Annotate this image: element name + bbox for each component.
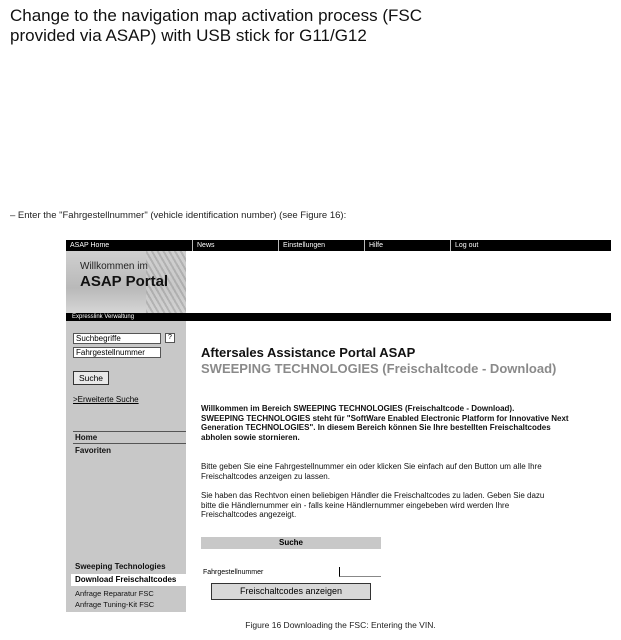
nav-tab-news[interactable]: News bbox=[192, 240, 278, 251]
dealer-line: bitte die Händlernummer ein - falls keine Händlernummer eingebeben wird werden Ihre bbox=[201, 500, 510, 510]
sidebar-divider bbox=[73, 443, 186, 444]
main-content bbox=[186, 321, 611, 612]
vin-label: Fahrgestellnummer bbox=[203, 569, 264, 576]
sidebar-item-favorites[interactable]: Favoriten bbox=[75, 446, 112, 455]
vin-input[interactable] bbox=[339, 567, 381, 577]
sidebar-divider bbox=[73, 431, 186, 432]
logo-title: ASAP Portal bbox=[80, 273, 169, 290]
sidebar-section-sweeping[interactable]: Sweeping Technologies bbox=[75, 562, 166, 571]
intro-line: Willkommen im Bereich SWEEPING TECHNOLOGIES (Freischaltcode - Download). bbox=[201, 404, 515, 413]
figure-caption: Figure 16 Downloading the FSC: Entering the VIN. bbox=[245, 620, 436, 630]
search-terms-input[interactable]: Suchbegriffe bbox=[73, 333, 161, 344]
document-title-line-2: provided via ASAP) with USB stick for G11/G12 bbox=[10, 26, 367, 45]
sidebar bbox=[66, 321, 186, 612]
intro-line: SWEEPING TECHNOLOGIES steht für "SoftWare Enabled Electronic Platform for Innovative Next bbox=[201, 413, 569, 423]
portal-logo bbox=[66, 251, 186, 313]
nav-tab-logout[interactable]: Log out bbox=[450, 240, 611, 251]
intro-line: Generation TECHNOLOGIES". In diesem Bereich können Sie Ihre bestellten Freischaltcodes bbox=[201, 423, 551, 432]
dealer-line: Sie haben das Rechtvon einen beliebigen Händler die Freischaltcodes zu laden. Geben Sie dazu bbox=[201, 491, 545, 500]
instruction-line: Bitte geben Sie eine Fahrgestellnummer ein oder klicken Sie einfach auf den Button um alle Ihre bbox=[201, 462, 542, 471]
logo-welcome-text: Willkommen im bbox=[80, 261, 148, 272]
help-icon[interactable]: ? bbox=[165, 333, 175, 343]
search-field-select[interactable]: Fahrgestellnummer bbox=[73, 347, 161, 358]
sidebar-item-home[interactable]: Home bbox=[75, 433, 98, 442]
top-navigation-bar bbox=[66, 240, 611, 251]
instruction-line: Freischaltcodes anzeigen zu lassen. bbox=[201, 471, 330, 481]
sidebar-item-repair-fsc[interactable]: Anfrage Reparatur FSC bbox=[75, 589, 154, 598]
dealer-line: Freischaltcodes angezeigt. bbox=[201, 510, 297, 519]
show-fsc-button[interactable]: Freischaltcodes anzeigen bbox=[211, 583, 371, 600]
portal-screenshot bbox=[66, 240, 611, 612]
page-title: Aftersales Assistance Portal ASAP bbox=[201, 345, 416, 360]
nav-tab-asap-home[interactable]: ASAP Home bbox=[70, 242, 110, 249]
expresslink-bar bbox=[66, 313, 611, 321]
sidebar-search-button[interactable]: Suche bbox=[73, 371, 109, 385]
nav-tab-settings[interactable]: Einstellungen bbox=[278, 240, 364, 251]
dealer-paragraph bbox=[201, 491, 596, 520]
intro-line: abholen sowie stornieren. bbox=[201, 432, 300, 442]
instruction-paragraph bbox=[201, 462, 596, 481]
intro-paragraph bbox=[201, 404, 596, 442]
document-title bbox=[10, 6, 610, 46]
sidebar-item-tuning-fsc[interactable]: Anfrage Tuning-Kit FSC bbox=[75, 600, 155, 609]
search-section-header: Suche bbox=[201, 537, 381, 549]
advanced-search-link[interactable]: >Erweiterte Suche bbox=[73, 395, 139, 404]
sidebar-item-download-fsc[interactable]: Download Freischaltcodes bbox=[71, 574, 186, 586]
page-subtitle: SWEEPING TECHNOLOGIES (Freischaltcode - Download) bbox=[201, 361, 557, 376]
nav-tab-help[interactable]: Hilfe bbox=[364, 240, 450, 251]
expresslink-label[interactable]: Expresslink Verwaltung bbox=[72, 314, 135, 320]
document-title-line-1: Change to the navigation map activation process (FSC bbox=[10, 6, 423, 25]
instruction-text: – Enter the "Fahrgestellnummer" (vehicle identification number) (see Figure 16): bbox=[10, 210, 347, 221]
